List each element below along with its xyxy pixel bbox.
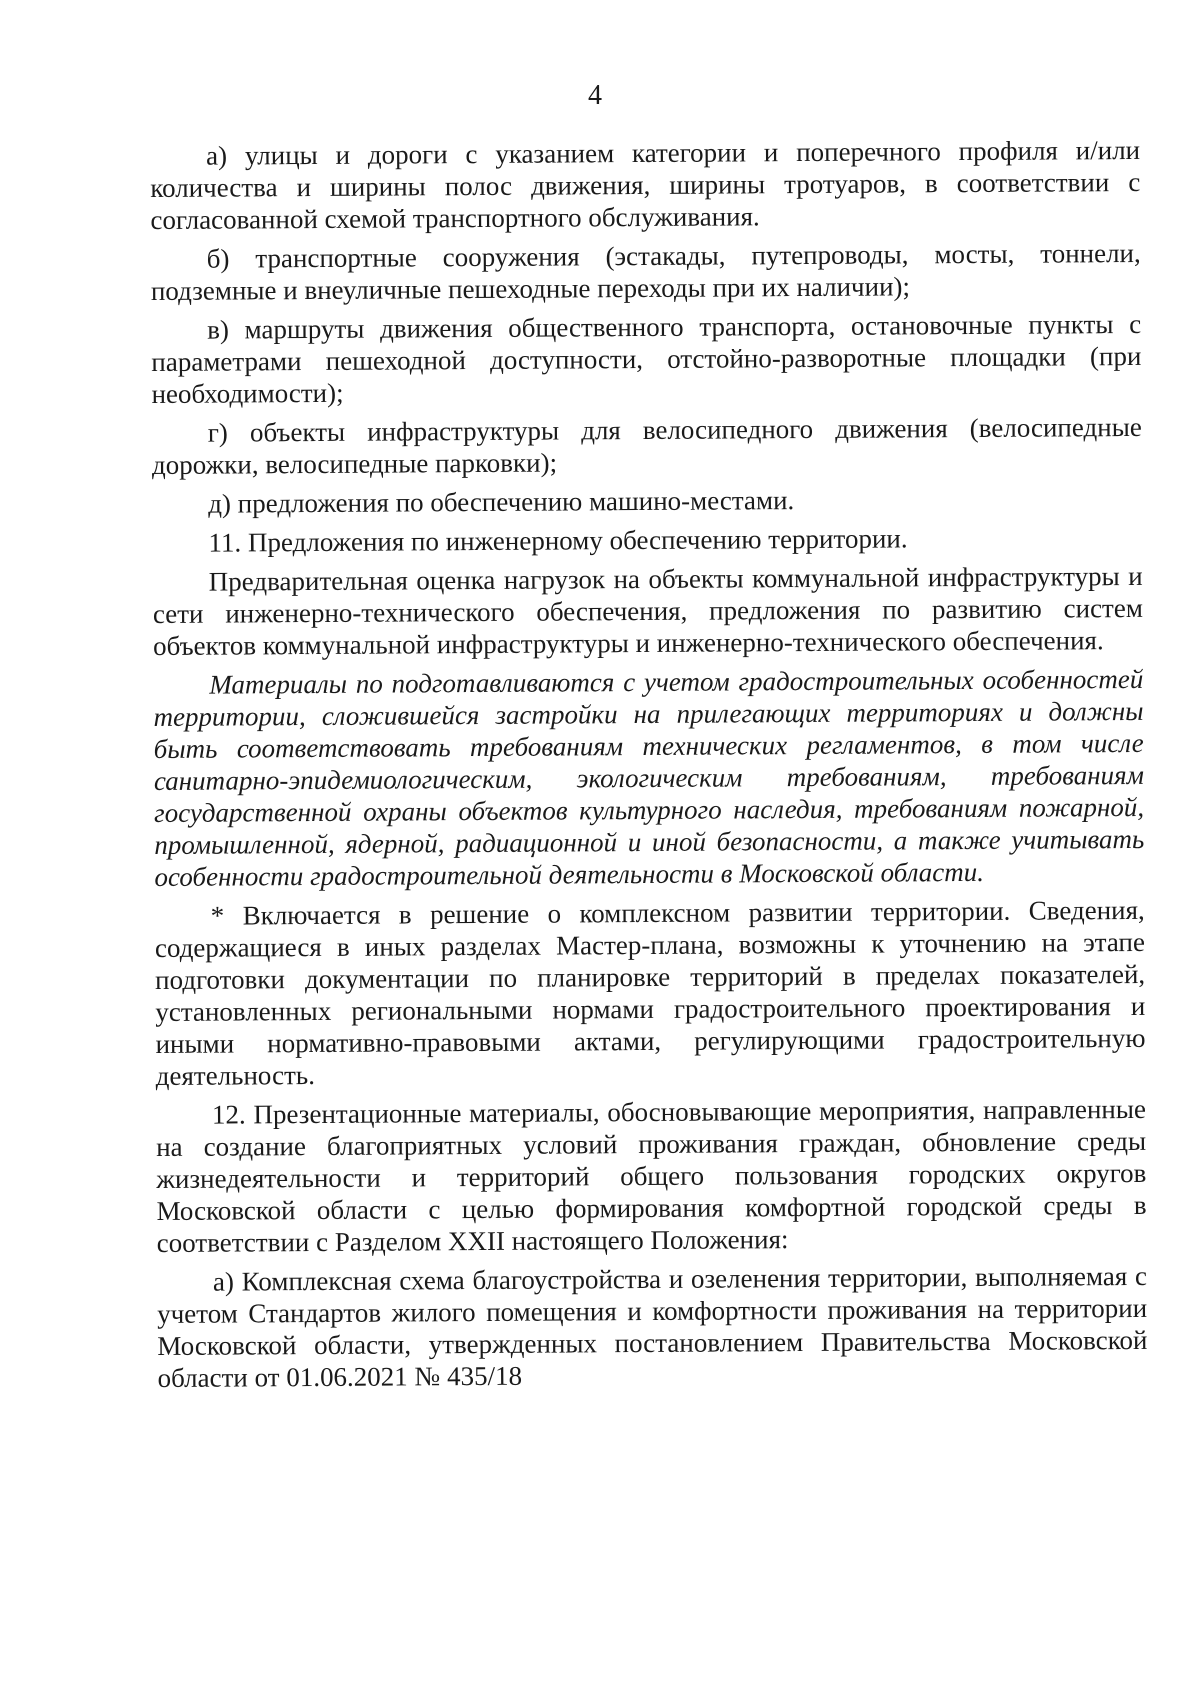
paragraph-b-transport-structures: б) транспортные сооружения (эстакады, путепроводы, мосты, тоннели, подземные и внеуличные пешеходные переходы при их наличии); [150,237,1141,306]
paragraph-d-parking-proposals: д) предложения по обеспечению машино-местами. [208,485,795,519]
section-12-presentation-materials: 12. Презентационные материалы, обосновывающие мероприятия, направленные на создание благоприятных условий проживания граждан, обновление среды жизнедеятельности и территорий общего пользования городских округов Московской области с целью формирования комфортной городской среды в соответствии с Разделом XXII настоящего Положения: [156,1093,1147,1258]
document-body [150,134,1148,1401]
paragraph-g-bicycle-infrastructure: г) объекты инфраструктуры для велосипедного движения (велосипедные дорожки, велосипедные парковки); [151,411,1142,480]
paragraph-materials-italic: Материалы по подготавливаются с учетом градостроительных особенностей территории, сложившейся застройки на прилегающих территориях и должны быть соответствовать требованиям технических регламентов, в том числе санитарно-эпидемиологическим, экологическим требованиям, требованиям государственной охраны объектов культурного наследия, требованиям пожарной, промышленной, ядерной, радиационной и иной безопасности, а также учитывать особенности градостроительной деятельности в Московской области. [153,663,1145,892]
paragraph-footnote-note: * Включается в решение о комплексном развитии территории. Сведения, содержащиеся в иных разделах Мастер-плана, возможны к уточнению на этапе подготовки документации по планировке территорий в пределах показателей, установленных региональными нормами градостроительного проектирования и иными нормативно-правовыми актами, регулирующими градостроительную деятельность. [154,894,1146,1091]
section-11-heading: 11. Предложения по инженерному обеспечению территории. [208,523,908,558]
paragraph-12a-landscaping-scheme: а) Комплексная схема благоустройства и озеленения территории, выполняемая с учетом Стандартов жилого помещения и комфортности проживания на территории Московской области, утвержденных постановлением Правительства Московской области от 01.06.2021 № 435/18 [157,1260,1148,1393]
paragraph-a-streets-and-roads: а) улицы и дороги с указанием категории и поперечного профиля и/или количества и ширины полос движения, ширины тротуаров, в соответствии с согласованной схемой транспортного обслуживания. [150,134,1141,235]
page-number: 4 [588,80,602,111]
paragraph-11-load-assessment: Предварительная оценка нагрузок на объекты коммунальной инфраструктуры и сети инженерно-технического обеспечения, предложения по развитию систем объектов коммунальной инфраструктуры и инженерно-технического обеспечения. [152,560,1143,661]
paragraph-v-public-transport-routes: в) маршруты движения общественного транспорта, остановочные пункты с параметрами пешеходной доступности, отстойно-разворотные площадки (при необходимости); [151,308,1142,409]
